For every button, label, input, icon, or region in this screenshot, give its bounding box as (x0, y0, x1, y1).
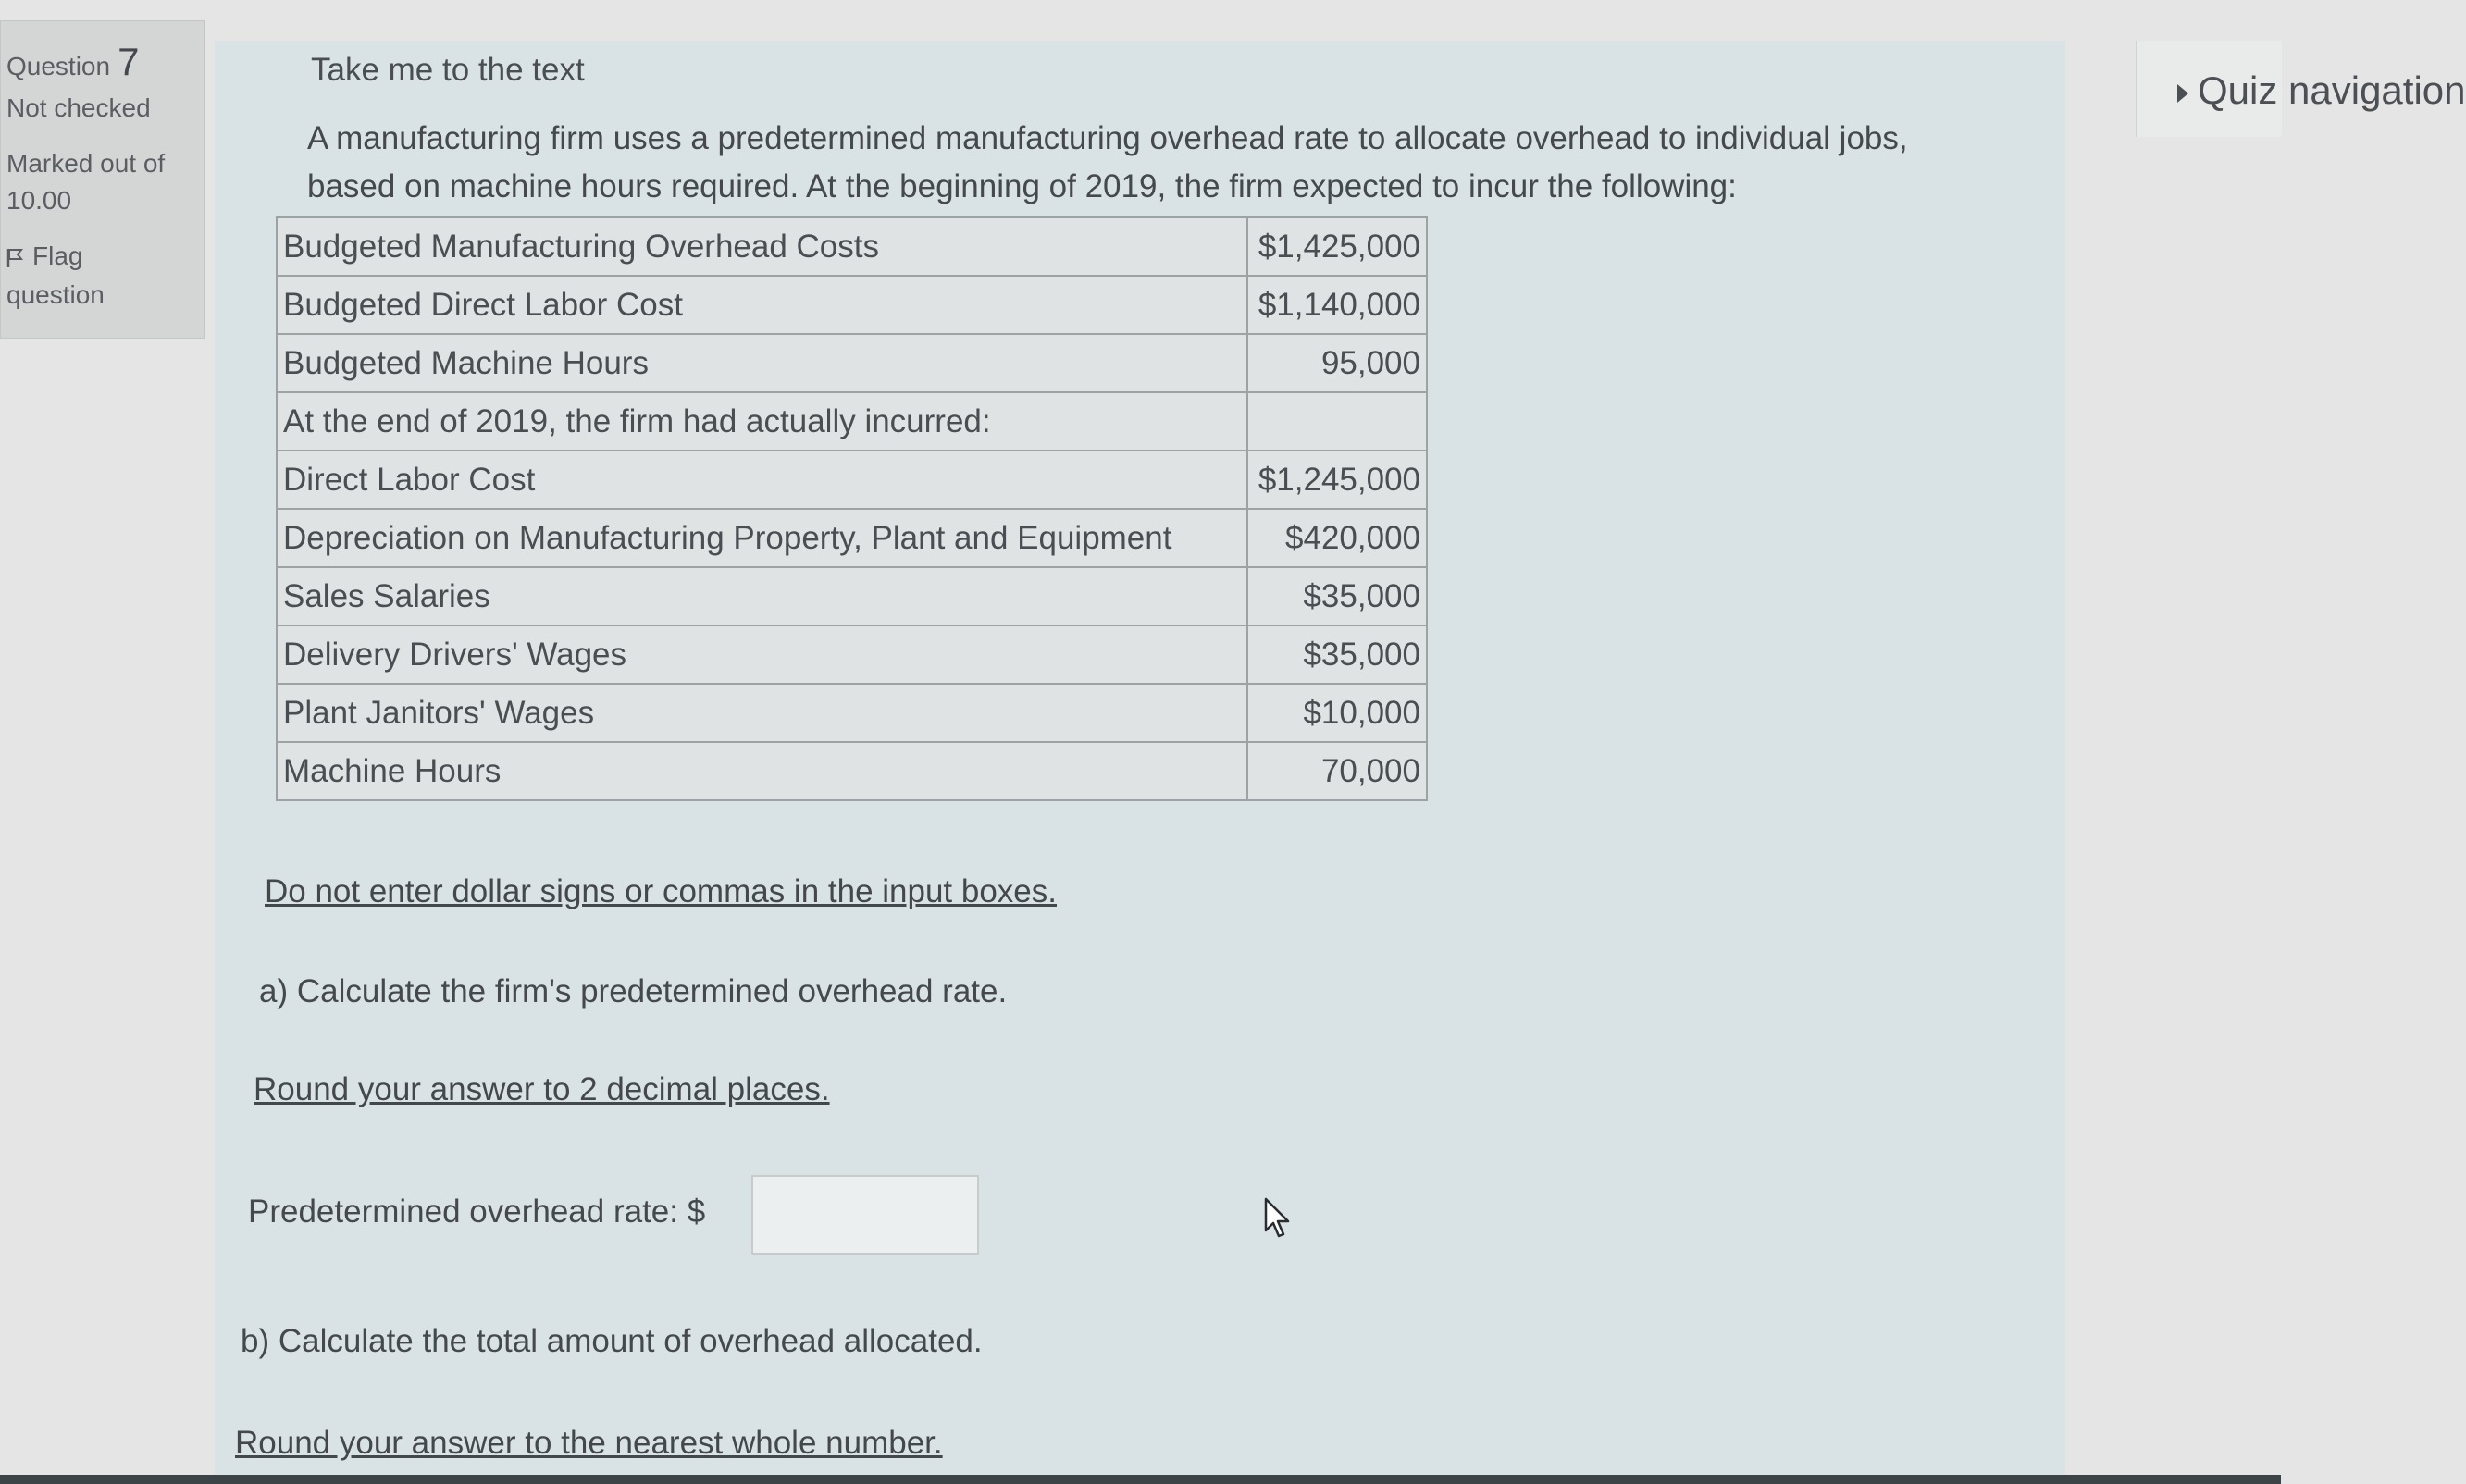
table-cell-value: 95,000 (1247, 334, 1427, 392)
question-content (215, 41, 2065, 1484)
bottom-edge (0, 1475, 2281, 1484)
table-cell-value: 70,000 (1247, 742, 1427, 800)
table-row (277, 276, 1427, 334)
table-cell-label: Budgeted Machine Hours (277, 334, 1247, 392)
table-row (277, 392, 1427, 451)
marked-out-of-label: Marked out of (6, 149, 166, 178)
marked-out-of-value: 10.00 (6, 186, 72, 215)
table-cell-value: $35,000 (1247, 625, 1427, 684)
quiz-navigation-toggle[interactable] (2136, 41, 2466, 137)
flag-label-question[interactable]: question (6, 280, 105, 309)
table-cell-value: $1,140,000 (1247, 276, 1427, 334)
take-me-to-text-link[interactable]: Take me to the text (311, 52, 585, 88)
table-cell-value: $420,000 (1247, 509, 1427, 567)
table-cell-label: Depreciation on Manufacturing Property, Plant and Equipment (277, 509, 1247, 567)
predetermined-rate-input[interactable] (751, 1175, 979, 1255)
table-row (277, 742, 1427, 800)
question-number-row (6, 40, 139, 84)
flag-label: Flag (32, 241, 83, 270)
table-cell-label: At the end of 2019, the firm had actually incurred: (277, 392, 1247, 451)
table-cell-label: Delivery Drivers' Wages (277, 625, 1247, 684)
table-cell-value: $1,425,000 (1247, 217, 1427, 276)
table-row (277, 567, 1427, 625)
flag-icon (6, 248, 23, 268)
no-dollar-signs-note: Do not enter dollar signs or commas in the input boxes. (265, 873, 1057, 909)
table-cell-value: $10,000 (1247, 684, 1427, 742)
round-whole-number-note: Round your answer to the nearest whole number. (235, 1425, 943, 1461)
question-label: Question (6, 52, 111, 80)
cost-data-table (276, 216, 1428, 801)
table-cell-label: Machine Hours (277, 742, 1247, 800)
question-status: Not checked (6, 93, 151, 122)
quiz-navigation-text: Quiz navigation (2198, 68, 2466, 112)
question-intro (307, 115, 2047, 211)
table-cell-label: Plant Janitors' Wages (277, 684, 1247, 742)
rate-input-label: Predetermined overhead rate: $ (248, 1193, 706, 1230)
table-cell-value: $35,000 (1247, 567, 1427, 625)
table-cell-label: Budgeted Manufacturing Overhead Costs (277, 217, 1247, 276)
table-cell-label: Direct Labor Cost (277, 451, 1247, 509)
mouse-pointer-icon (1264, 1197, 1292, 1240)
question-info-panel (0, 20, 205, 339)
table-row (277, 684, 1427, 742)
intro-line-2: based on machine hours required. At the beginning of 2019, the firm expected to incur the following: (307, 168, 1737, 204)
question-number: 7 (118, 40, 140, 83)
part-a-prompt: a) Calculate the firm's predetermined overhead rate. (259, 973, 1008, 1009)
intro-line-1: A manufacturing firm uses a predetermined manufacturing overhead rate to allocate overhead to individual jobs, (307, 120, 1908, 156)
expand-triangle-icon (2177, 84, 2188, 103)
table-row (277, 509, 1427, 567)
table-row (277, 451, 1427, 509)
table-cell-label: Budgeted Direct Labor Cost (277, 276, 1247, 334)
table-cell-label: Sales Salaries (277, 567, 1247, 625)
quiz-navigation-label (2155, 68, 2466, 113)
flag-question-button[interactable] (6, 241, 82, 271)
table-cell-value (1247, 392, 1427, 451)
table-cell-value: $1,245,000 (1247, 451, 1427, 509)
part-b-prompt: b) Calculate the total amount of overhead allocated. (241, 1323, 983, 1359)
table-row (277, 334, 1427, 392)
round-two-decimals-note: Round your answer to 2 decimal places. (254, 1071, 830, 1107)
table-row (277, 625, 1427, 684)
table-row (277, 217, 1427, 276)
